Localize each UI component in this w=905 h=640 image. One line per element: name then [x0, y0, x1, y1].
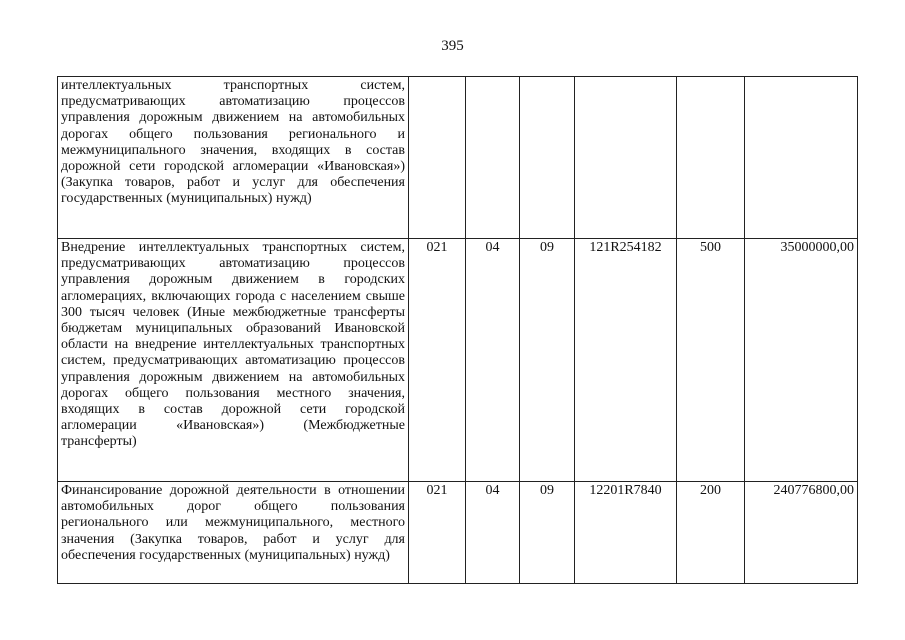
ministry-code-cell [409, 77, 466, 239]
description-text: Внедрение интеллектуальных транспортных систем, предусматривающих автоматизацию процессов управления дорожным движением в городских агломерациях, включающих города с населением свыше 300 тысяч человек (Иные межбюджетные трансферты бюджетам муниципальных образований Ивановской области на внедрение интеллектуальных транспортных систем, предусматривающих автоматизацию процессов управления дорожным движением на автомобильных дорогах общего пользования местного значения, входящих в состав дорожной сети городской агломерации «Ивановская») (Межбюджетные трансферты) [61, 240, 405, 450]
description-cell [58, 239, 409, 482]
ministry-code-cell: 021 [409, 482, 466, 584]
expense-type-cell: 500 [677, 239, 745, 482]
section-code-cell: 04 [466, 239, 520, 482]
description-text: интеллектуальных транспортных систем, предусматривающих автоматизацию процессов управления дорожным движением на автомобильных дорогах общего пользования регионального и межмуниципального значения, входящих в состав дорожной сети городской агломерации «Ивановская») (Закупка товаров, работ и услуг для обеспечения государственных (муниципальных) нужд) [61, 78, 405, 207]
budget-table [57, 76, 858, 584]
subsection-code-cell: 09 [520, 482, 575, 584]
description-cell [58, 77, 409, 239]
table-row [58, 239, 858, 482]
description-cell [58, 482, 409, 584]
amount-cell: 35000000,00 [745, 239, 858, 482]
expense-type-cell [677, 77, 745, 239]
page-number: 395 [441, 38, 464, 54]
subsection-code-cell [520, 77, 575, 239]
amount-cell: 240776800,00 [745, 482, 858, 584]
table-row [58, 482, 858, 584]
description-text: Финансирование дорожной деятельности в отношении автомобильных дорог общего пользования регионального или межмуниципального, местного значения (Закупка товаров, работ и услуг для обеспечения государственных (муниципальных) нужд) [61, 483, 405, 563]
section-code-cell: 04 [466, 482, 520, 584]
ministry-code-cell: 021 [409, 239, 466, 482]
target-article-cell: 12201R7840 [575, 482, 677, 584]
target-article-cell: 121R254182 [575, 239, 677, 482]
target-article-cell [575, 77, 677, 239]
amount-cell [745, 77, 858, 239]
section-code-cell [466, 77, 520, 239]
expense-type-cell: 200 [677, 482, 745, 584]
table-row [58, 77, 858, 239]
subsection-code-cell: 09 [520, 239, 575, 482]
